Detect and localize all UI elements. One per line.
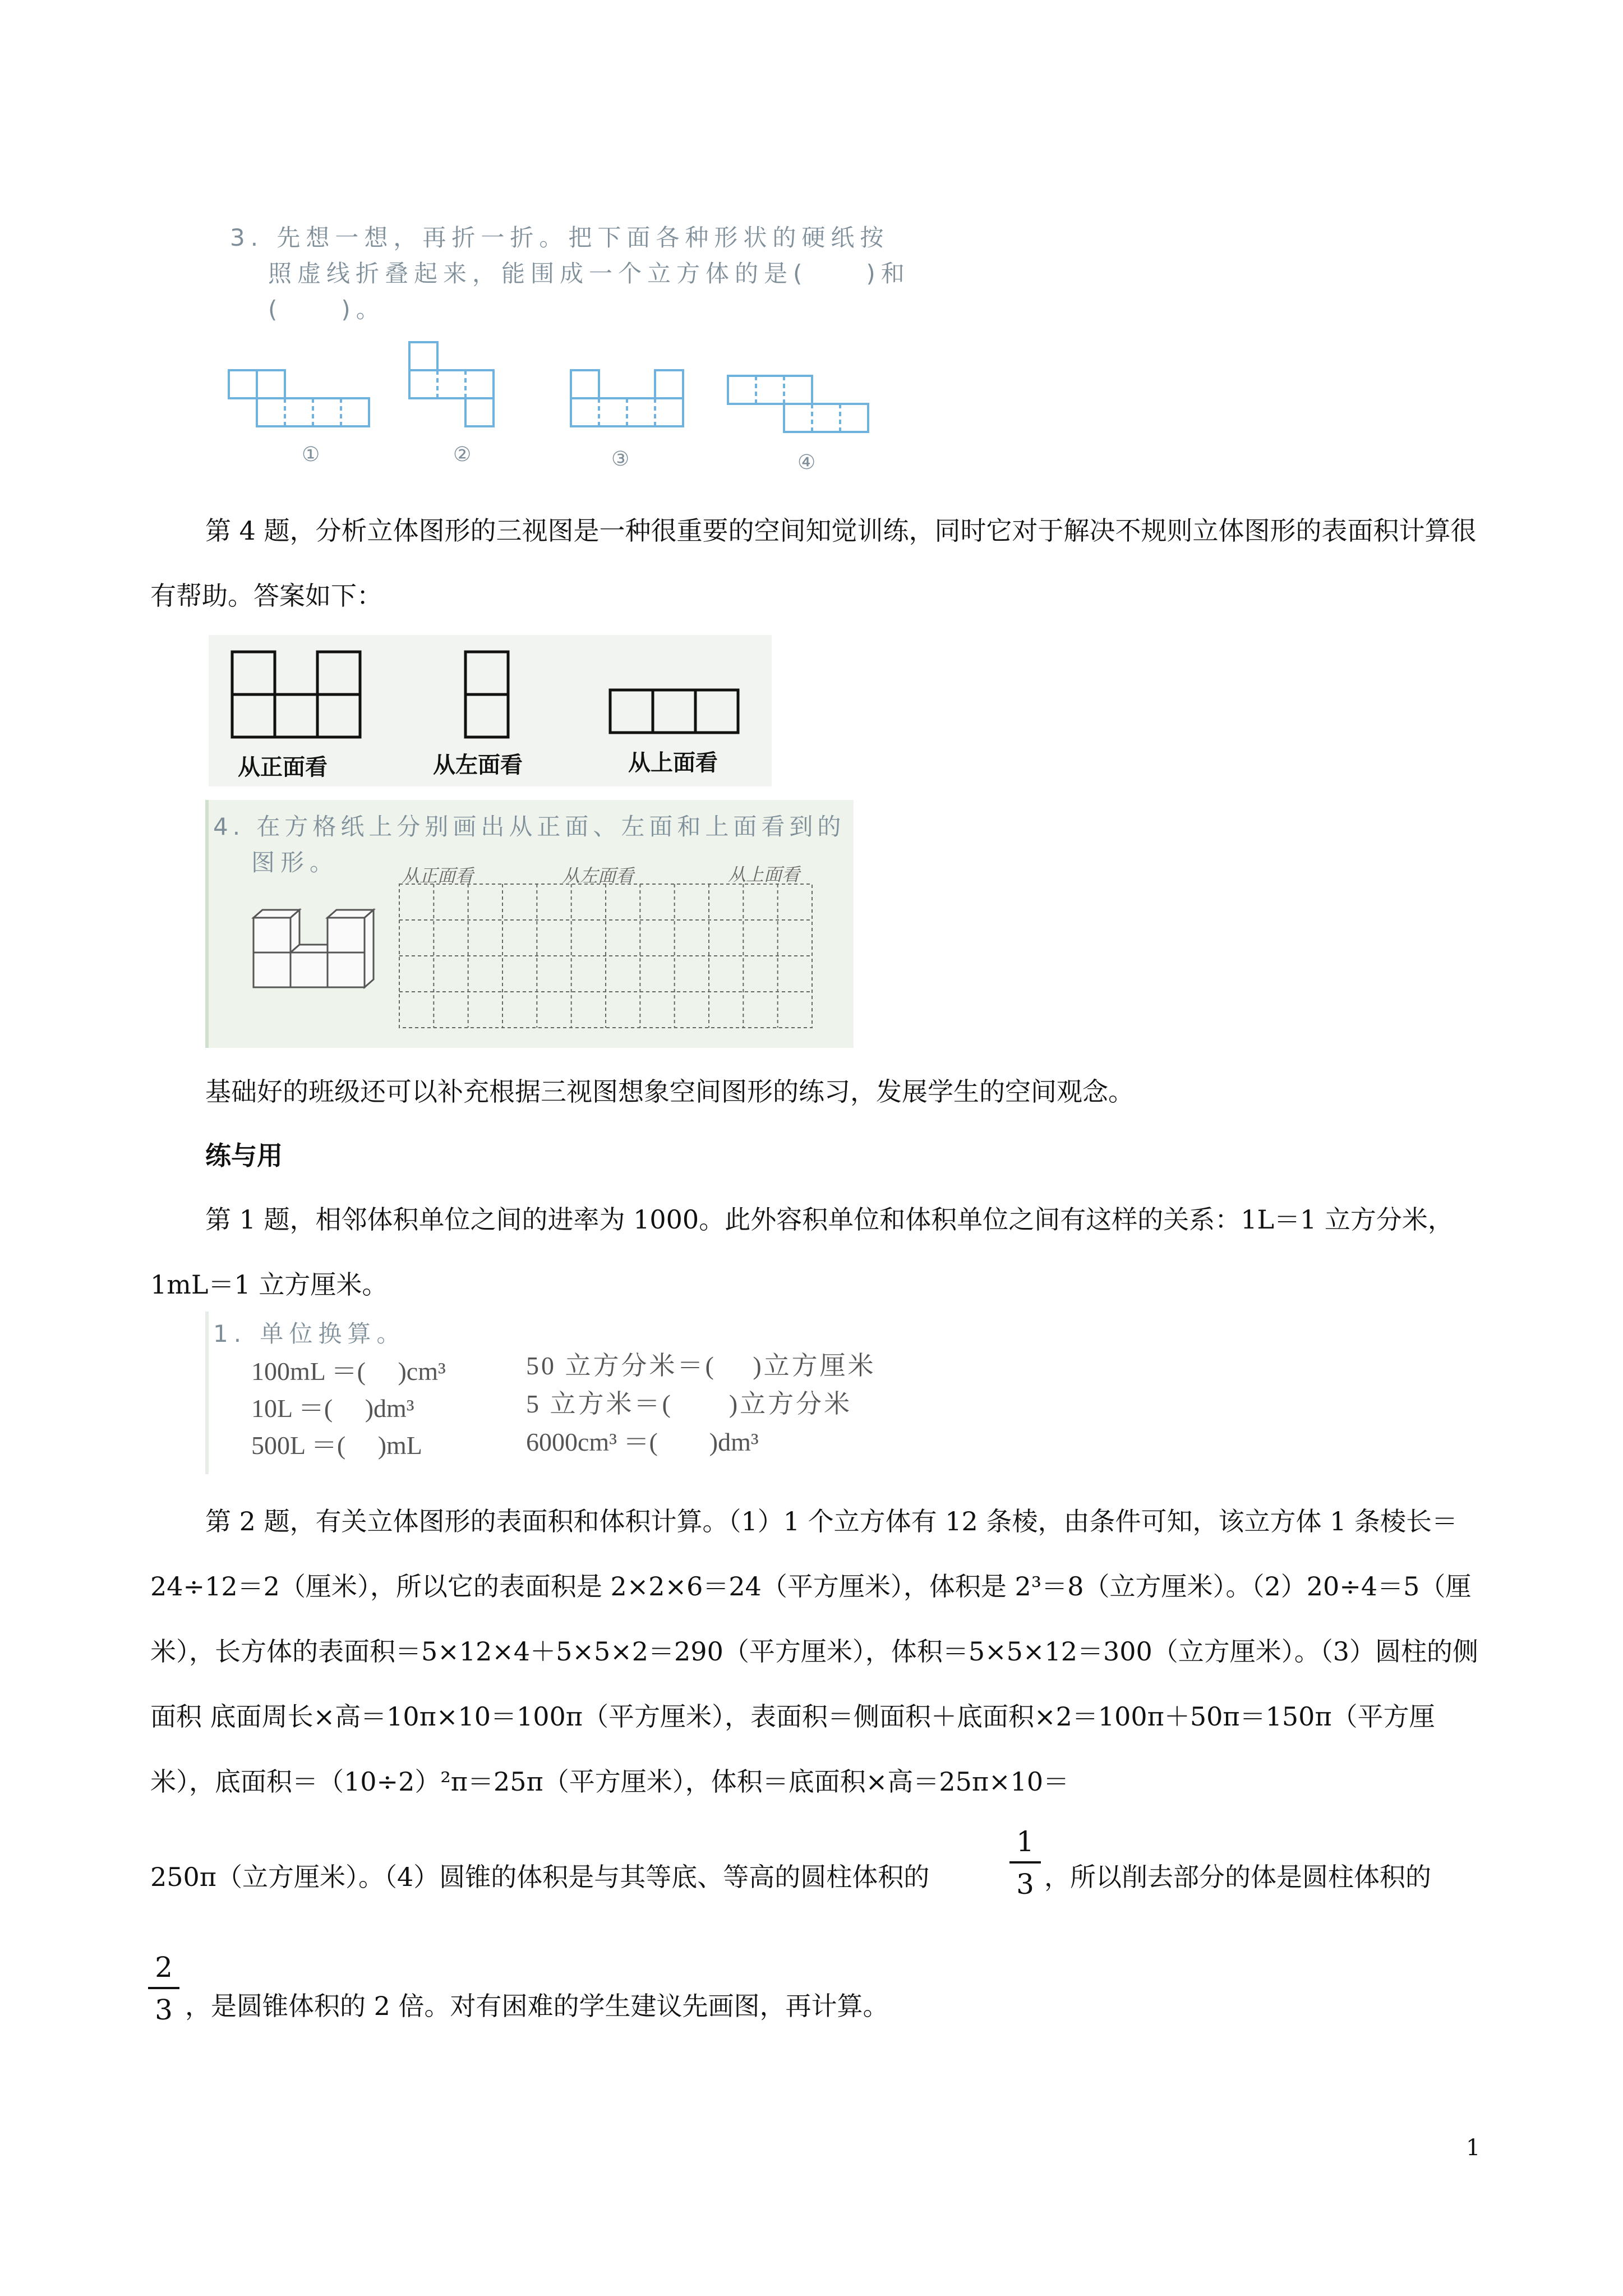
view-label-left: 从左面看 xyxy=(433,752,523,778)
q3-line1: 3. 先想一想，再折一折。把下面各种形状的硬纸按 xyxy=(230,224,889,251)
paragraph-q4-intro: 第 4 题，分析立体图形的三视图是一种很重要的空间知觉训练，同时它对于解决不规则立体图形的表面积计算很有帮助。答案如下： xyxy=(150,516,1477,611)
q1-r3c2: 6000cm³ ＝( )dm³ xyxy=(526,1428,759,1456)
cube-net-4 xyxy=(728,376,868,432)
three-views-answer xyxy=(209,635,772,786)
q2-line-cone-a: 250π（立方厘米）。（4）圆锥的体积是与其等底、等高的圆柱体积的 xyxy=(150,1862,930,1892)
q1-r3c1: 500L ＝( )mL xyxy=(251,1431,422,1460)
paragraph-q2: 第 2 题，有关立体图形的表面积和体积计算。（1）1 个立方体有 12 条棱，由条件可知，该立方体 1 条棱长＝24÷12＝2（厘米），所以它的表面积是 2×2×6＝24（平方厘米），体积是 2³＝8（立方厘米）。（2）20÷4＝5（厘米），长方体的表面积＝5×12×4＋5×5×2＝290（平方厘米），体积＝5×5×12＝300（立方厘米）。（3）圆柱的侧面积 底面周长×高＝10π×10＝100π（平方厘米），表面积＝侧面积＋底面积×2＝100π＋50π＝150π（平方厘米），底面积＝（10÷2）²π＝25π（平方厘米），体积＝底面积×高＝25π×10＝ xyxy=(150,1506,1479,1797)
q3-line2: 照虚线折叠起来，能围成一个立方体的是( )和 xyxy=(268,260,910,287)
cube-net-1 xyxy=(229,370,369,426)
net-label-2: ② xyxy=(453,443,472,466)
fraction-one-third xyxy=(1008,1825,1042,1901)
q3-line3: ( )。 xyxy=(268,296,385,323)
view-label-top: 从上面看 xyxy=(628,750,718,776)
q2-line-final: ，是圆锥体积的 2 倍。对有困难的学生建议先画图，再计算。 xyxy=(185,1991,889,2021)
q1-title: 1. 单位换算。 xyxy=(213,1320,406,1347)
q1-r1c2: 50 立方分米＝( )立方厘米 xyxy=(526,1351,876,1380)
q1-r1c1: 100mL ＝( )cm³ xyxy=(251,1357,446,1386)
paragraph-q1: 第 1 题，相邻体积单位之间的进率为 1000。此外容积单位和体积单位之间有这样的关系：1L＝1 立方分米，1mL＝1 立方厘米。 xyxy=(150,1204,1454,1300)
fraction-2-num: 2 xyxy=(155,1951,173,1984)
section-heading: 练与用 xyxy=(205,1140,283,1171)
q1-r2c2: 5 立方米＝( )立方分米 xyxy=(526,1389,852,1418)
view-label-front: 从正面看 xyxy=(238,754,328,780)
q4-figure xyxy=(209,800,854,1048)
fraction-two-thirds xyxy=(147,1951,181,2026)
paragraph-enrichment: 基础好的班级还可以补充根据三视图想象空间图形的练习，发展学生的空间观念。 xyxy=(205,1076,1134,1107)
net-label-3: ③ xyxy=(611,448,630,471)
q4-line2: 图形。 xyxy=(251,849,339,876)
q3-text xyxy=(230,220,931,328)
page-number: 1 xyxy=(1466,2135,1481,2161)
q4-top-label: 从上面看 xyxy=(728,864,800,885)
fraction-1-den: 3 xyxy=(1016,1868,1034,1901)
net-label-4: ④ xyxy=(797,451,816,474)
q4-left-label: 从左面看 xyxy=(562,865,634,886)
q4-line1: 4. 在方格纸上分别画出从正面、左面和上面看到的 xyxy=(213,813,846,840)
cube-net-2 xyxy=(409,342,494,426)
q4-textbook xyxy=(205,800,854,1048)
cube-net-3 xyxy=(571,370,683,426)
q4-front-label: 从正面看 xyxy=(402,865,474,886)
q1-r2c1: 10L ＝( )dm³ xyxy=(251,1394,414,1423)
fraction-1-num: 1 xyxy=(1016,1825,1034,1858)
net-label-1: ① xyxy=(302,443,320,466)
q1-textbook xyxy=(205,1312,904,1474)
fraction-2-den: 3 xyxy=(155,1994,173,2026)
q2-line-cone-b: ，所以削去部分的体是圆柱体积的 xyxy=(1044,1862,1431,1892)
